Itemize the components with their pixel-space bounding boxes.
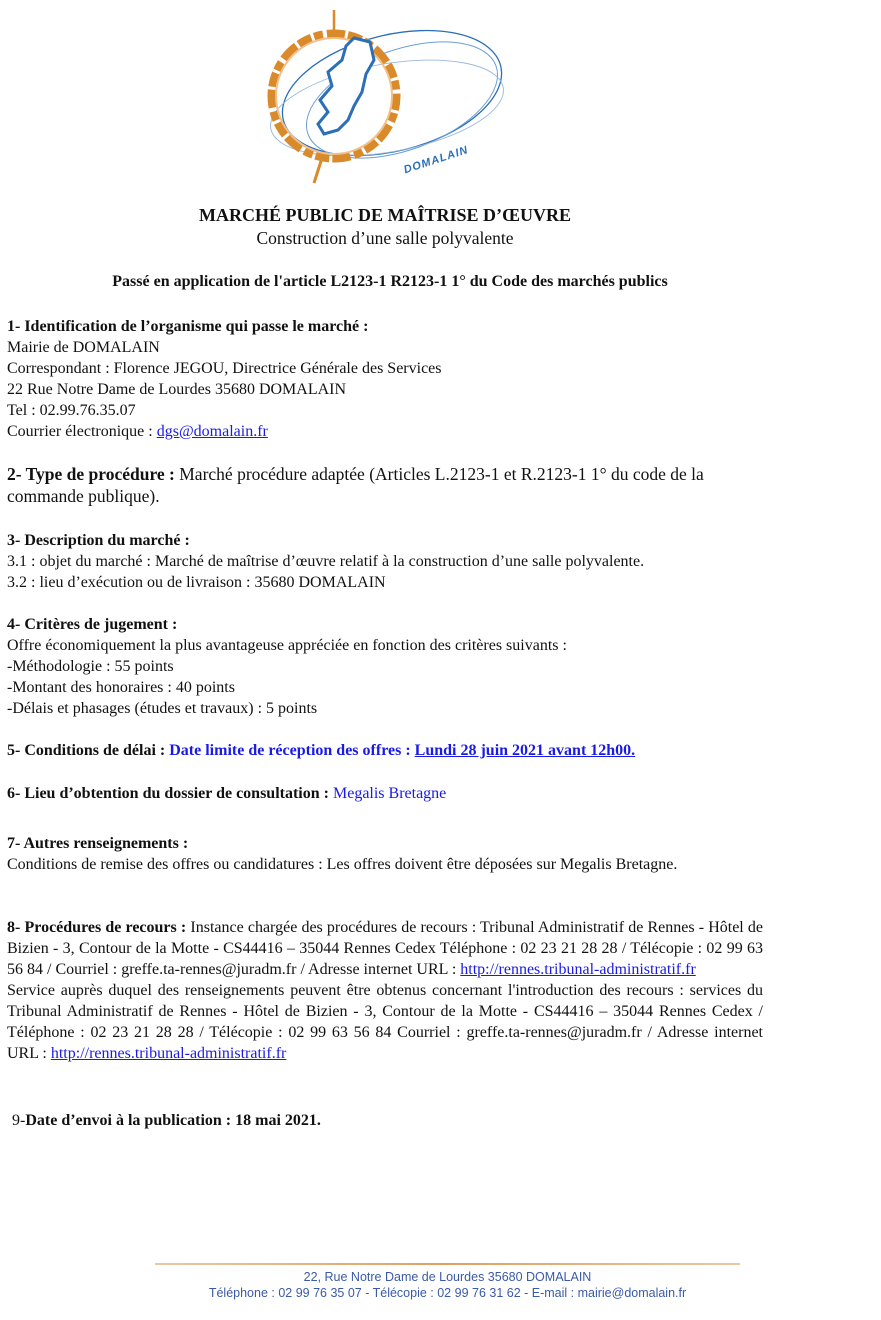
footer-address: 22, Rue Notre Dame de Lourdes 35680 DOMALAIN (303, 1270, 592, 1284)
section-8-heading: 8- Procédures de recours : (7, 919, 191, 936)
logo-brand-text: DOMALAIN (402, 144, 470, 177)
tribunal-url-link-1[interactable]: http://rennes.tribunal-administratif.fr (460, 961, 696, 978)
submission-conditions: Conditions de remise des offres ou candidatures : Les offres doivent être déposées sur Megalis Bretagne. (7, 856, 678, 873)
deadline-date: Lundi 28 juin 2021 avant 12h00. (414, 742, 636, 759)
appeal-instance-text: Instance chargée des procédures de recours : Tribunal Administratif de Rennes - Hôtel de Bizien - 3, Contour de la Motte - CS44416 – 35044 Rennes Cedex Téléphone : 02 23 21 28 28 / Télécopie : 02 99 63 56 84 / Courriel : greffe.ta-rennes@juradm.fr / Adresse internet URL : (7, 919, 764, 978)
legal-basis: Passé en application de l'article L2123-1 R2123-1 1° du Code des marchés publics (112, 273, 668, 290)
appeal-info-service (7, 980, 763, 1064)
section-8 (7, 917, 763, 1064)
section-7 (7, 833, 763, 875)
footer-divider (155, 1263, 740, 1265)
criterion-deadlines: -Délais et phasages (études et travaux) : 5 points (7, 700, 318, 717)
section-2-heading: 2- Type de procédure : (7, 464, 180, 484)
section-6 (7, 783, 767, 804)
consultation-source: Megalis Bretagne (332, 785, 447, 802)
criterion-fees: -Montant des honoraires : 40 points (7, 679, 235, 696)
organism-phone: Tel : 02.99.76.35.07 (7, 402, 136, 419)
appeal-info-text: Service auprès duquel des renseignements peuvent être obtenus concernant l'introduction des recours : services du Tribunal Administratif de Rennes - Hôtel de Bizien - 3, Contour de la Motte - CS44416 – 35044 Rennes Cedex / Téléphone : 02 23 21 28 28 / Télécopie : 02 99 63 56 84 Courriel : greffe.ta-rennes@juradm.fr / Adresse internet URL : (7, 982, 763, 1062)
criterion-methodology: -Méthodologie : 55 points (7, 658, 174, 675)
correspondent: Correspondant : Florence JEGOU, Directrice Générale des Services (7, 360, 442, 377)
contract-object: 3.1 : objet du marché : Marché de maîtrise d’œuvre relatif à la construction d’une salle polyvalente. (7, 553, 645, 570)
procedure-type: Marché procédure adaptée (Articles L.2123-1 et R.2123-1 1° du code de la commande publique). (7, 464, 704, 506)
document-subtitle: Construction d’une salle polyvalente (256, 228, 514, 248)
execution-place: 3.2 : lieu d’exécution ou de livraison : 35680 DOMALAIN (7, 574, 386, 591)
section-3 (7, 530, 777, 593)
section-4-heading: 4- Critères de jugement : (7, 616, 178, 633)
organism-address: 22 Rue Notre Dame de Lourdes 35680 DOMALAIN (7, 381, 347, 398)
section-5-heading: 5- Conditions de délai : (7, 742, 170, 759)
footer-contacts: Téléphone : 02 99 76 35 07 - Télécopie : 02 99 76 31 62 - E-mail : mairie@domalain.fr (208, 1286, 687, 1300)
appeal-instance (7, 917, 763, 980)
publication-date: Date d’envoi à la publication : 18 mai 2021. (25, 1112, 321, 1129)
email-label: Courrier électronique : (7, 423, 157, 440)
email-link[interactable]: dgs@domalain.fr (156, 423, 268, 440)
section-1-heading: 1- Identification de l’organisme qui passe le marché : (7, 318, 369, 335)
section-6-heading: 6- Lieu d’obtention du dossier de consultation : (7, 785, 333, 802)
section-2 (7, 463, 767, 507)
document-title: MARCHÉ PUBLIC DE MAÎTRISE D’ŒUVRE (198, 205, 572, 225)
email-row (7, 421, 767, 442)
organism-name: Mairie de DOMALAIN (7, 339, 160, 356)
section-1 (7, 316, 767, 442)
section-9-number: 9- (12, 1112, 26, 1129)
tribunal-url-link-2[interactable]: http://rennes.tribunal-administratif.fr (50, 1045, 287, 1062)
criteria-intro: Offre économiquement la plus avantageuse appréciée en fonction des critères suivants : (7, 637, 567, 654)
domalain-logo (262, 8, 512, 198)
section-5 (7, 740, 777, 761)
deadline-label: Date limite de réception des offres : (169, 742, 415, 759)
section-4 (7, 614, 767, 719)
section-3-heading: 3- Description du marché : (7, 532, 190, 549)
section-9 (12, 1110, 772, 1131)
section-7-heading: 7- Autres renseignements : (7, 835, 189, 852)
